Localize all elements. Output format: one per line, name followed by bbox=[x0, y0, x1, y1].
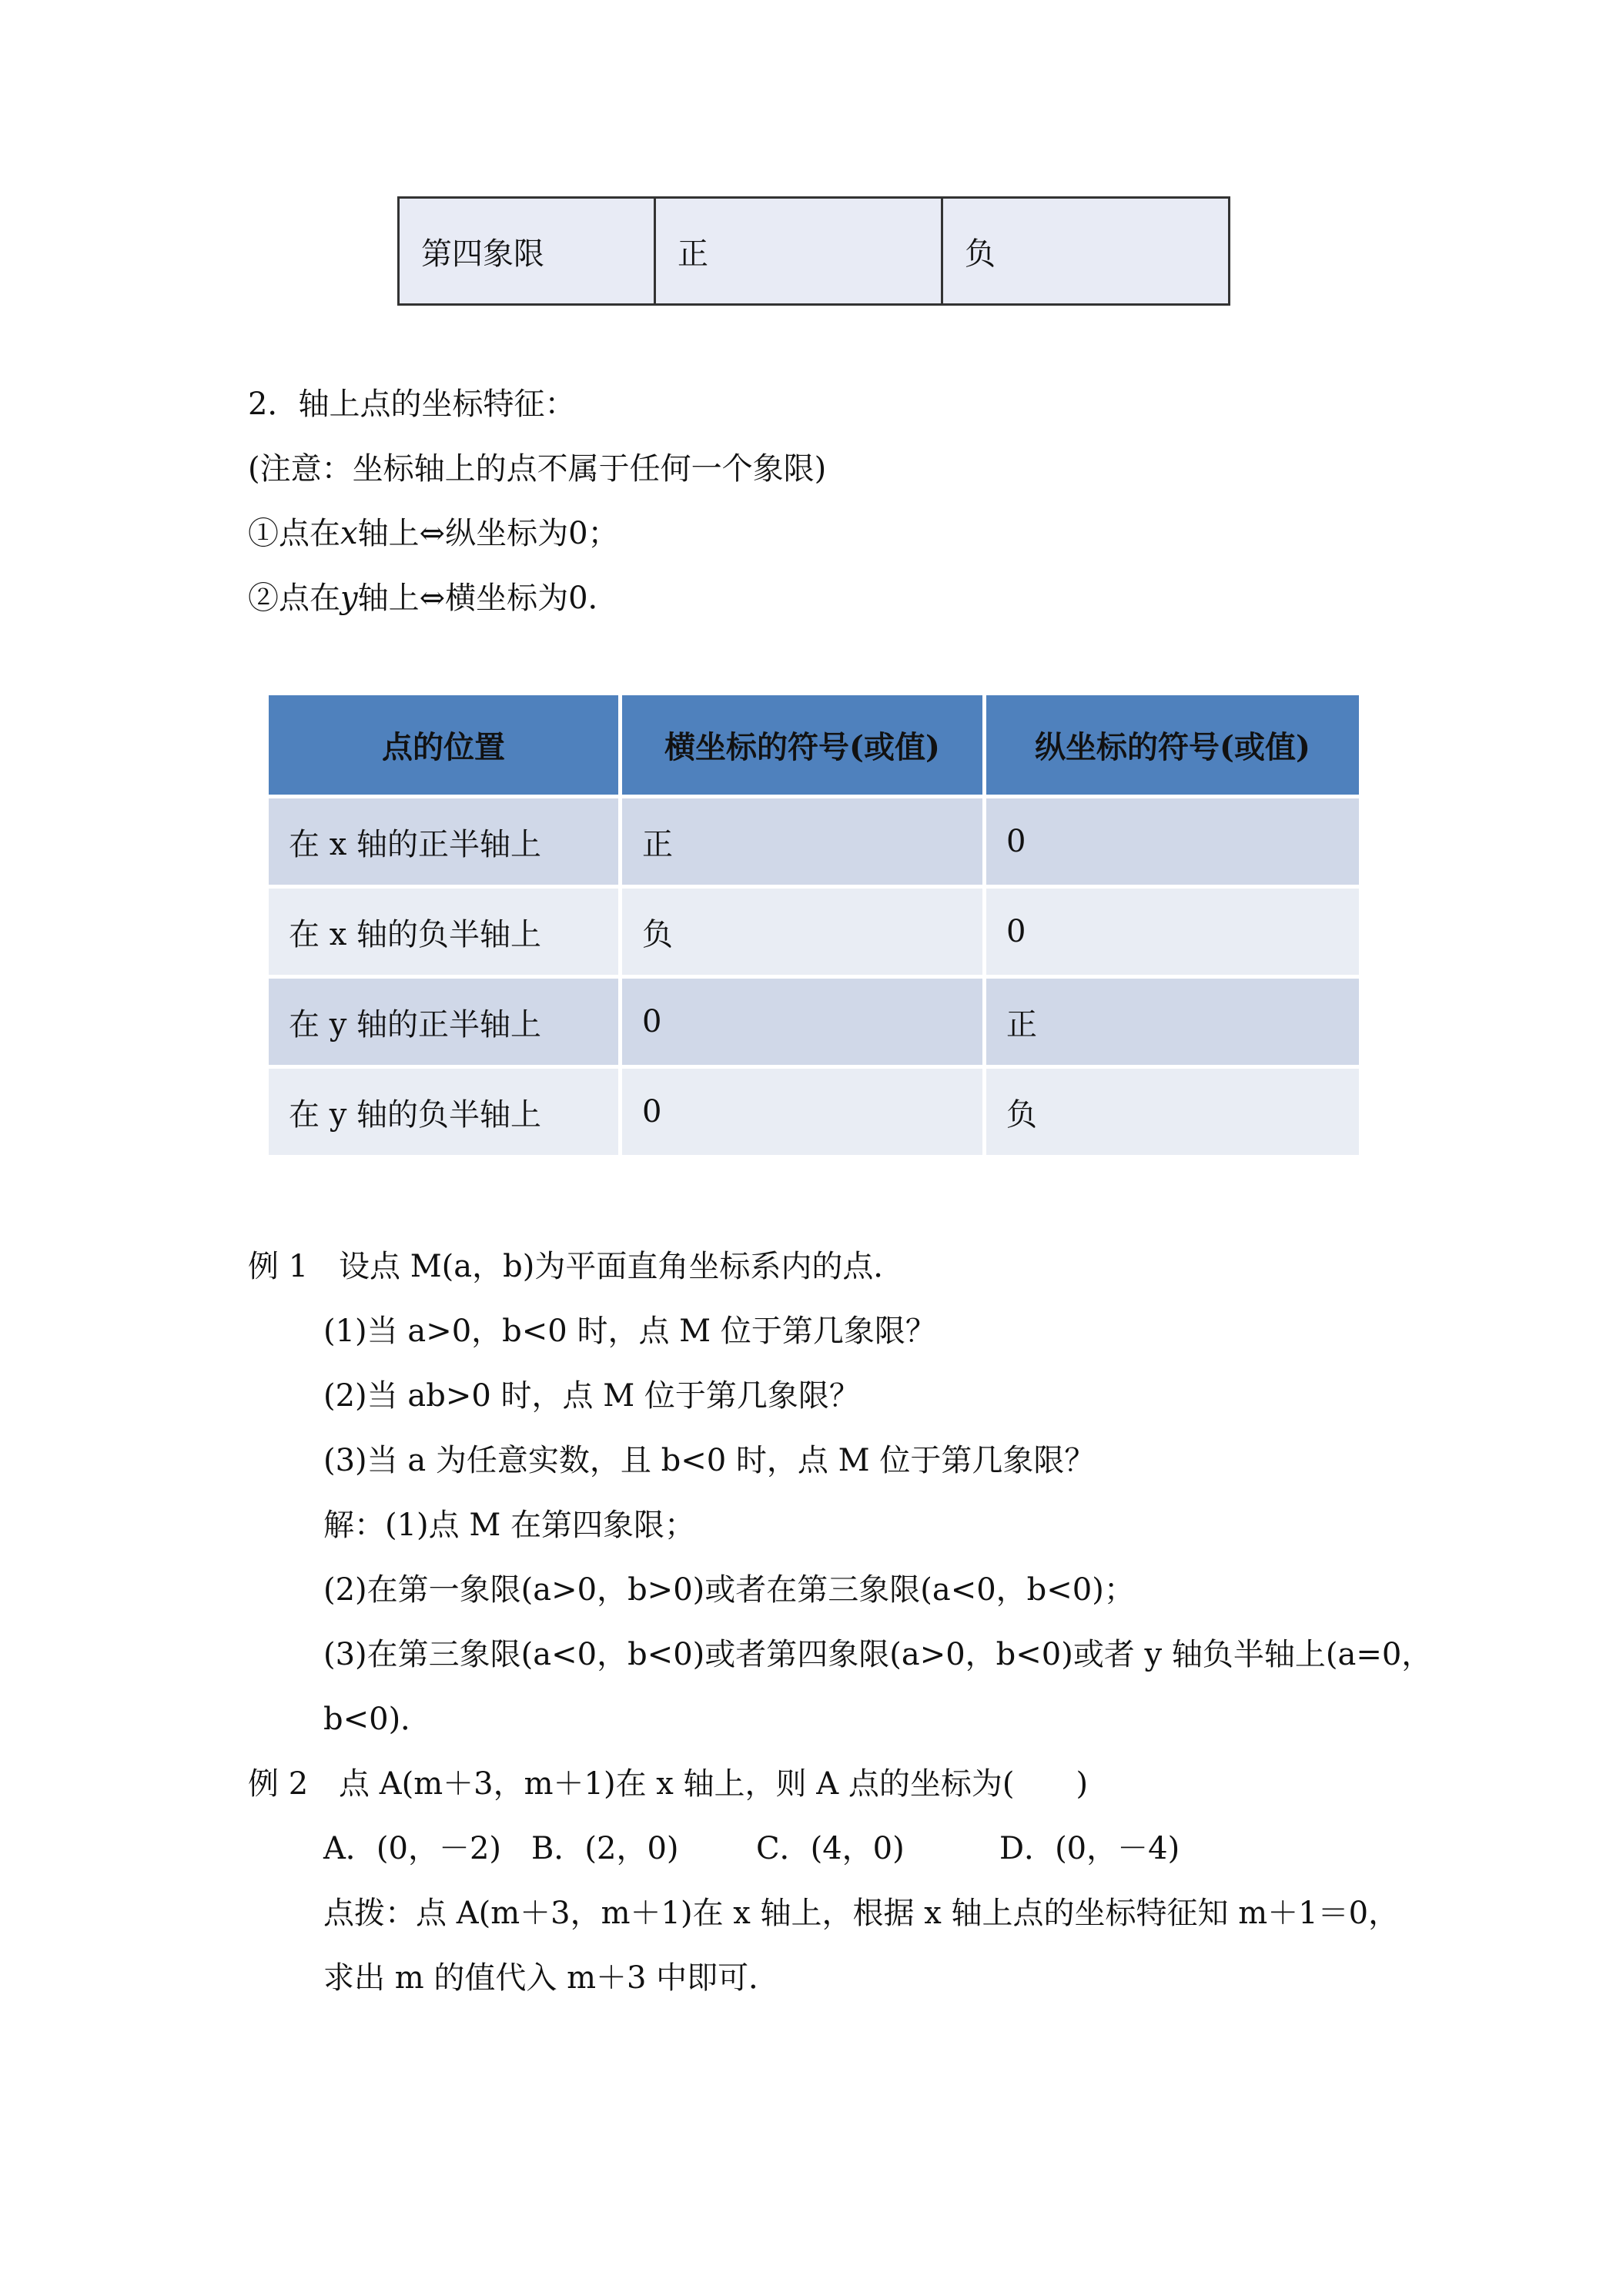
example1-label: 例 1 bbox=[248, 1249, 309, 1284]
rule-variable: x bbox=[340, 516, 358, 551]
table-row bbox=[269, 1069, 1359, 1155]
table-cell: 在 y 轴的负半轴上 bbox=[269, 1069, 618, 1155]
table-row bbox=[269, 979, 1359, 1065]
table-cell: 负 bbox=[622, 889, 982, 975]
option-a: A．(0，－2) bbox=[323, 1831, 501, 1866]
table-cell: 正 bbox=[622, 798, 982, 885]
table-cell: 在 y 轴的正半轴上 bbox=[269, 979, 618, 1065]
option-c: C．(4，0) bbox=[756, 1831, 905, 1866]
table-cell: 正 bbox=[655, 198, 942, 305]
rule-text: ①点在 bbox=[248, 516, 340, 551]
example1-answer3: (3)在第三象限(a<0，b<0)或者第四象限(a>0，b<0)或者 y 轴负半轴上(a=0， bbox=[323, 1637, 1433, 1672]
table-cell: 第四象限 bbox=[399, 198, 655, 305]
table-cell: 0 bbox=[622, 1069, 982, 1155]
example1-answer1: 解：(1)点 M 在第四象限； bbox=[323, 1508, 696, 1543]
table-cell: 正 bbox=[986, 979, 1359, 1065]
table-cell: 0 bbox=[622, 979, 982, 1065]
rule-x-axis bbox=[248, 518, 619, 549]
table-cell: 负 bbox=[942, 198, 1230, 305]
table-header-cell: 横坐标的符号(或值) bbox=[622, 695, 982, 795]
table-cell: 负 bbox=[986, 1069, 1359, 1155]
rule-variable: y bbox=[340, 581, 358, 616]
option-b: B．(2，0) bbox=[531, 1831, 679, 1866]
example1-question: 设点 M(a，b)为平面直角坐标系内的点． bbox=[339, 1249, 905, 1284]
rule-text: 轴上⇔纵坐标为0； bbox=[357, 516, 619, 551]
example1-q1: (1)当 a>0，b<0 时，点 M 位于第几象限？ bbox=[323, 1314, 936, 1349]
table-cell: 在 x 轴的负半轴上 bbox=[269, 889, 618, 975]
example2-hint: 点拨：点 A(m＋3，m＋1)在 x 轴上，根据 x 轴上点的坐标特征知 m＋1＝0， bbox=[323, 1896, 1400, 1931]
example2-question: 点 A(m＋3，m＋1)在 x 轴上，则 A 点的坐标为( ) bbox=[339, 1766, 1089, 1802]
rule-y-axis bbox=[248, 583, 619, 614]
table-cell: 0 bbox=[986, 798, 1359, 885]
table-row bbox=[269, 798, 1359, 885]
example1-answer2: (2)在第一象限(a>0，b>0)或者在第三象限(a<0，b<0)； bbox=[323, 1572, 1135, 1608]
rule-text: 轴上⇔横坐标为0． bbox=[357, 581, 619, 616]
example1-q2: (2)当 ab>0 时，点 M 位于第几象限？ bbox=[323, 1378, 860, 1414]
table-header-cell: 点的位置 bbox=[269, 695, 618, 795]
example2-label: 例 2 bbox=[248, 1766, 309, 1802]
option-d: D．(0，－4) bbox=[999, 1831, 1180, 1866]
table-cell: 在 x 轴的正半轴上 bbox=[269, 798, 618, 885]
table-cell: 0 bbox=[986, 889, 1359, 975]
table-header-row bbox=[269, 695, 1359, 795]
quadrant-table-fragment bbox=[397, 196, 1230, 306]
table-row bbox=[269, 889, 1359, 975]
example1-q3: (3)当 a 为任意实数，且 b<0 时，点 M 位于第几象限？ bbox=[323, 1443, 1096, 1478]
axis-sign-table bbox=[265, 691, 1363, 1159]
section-note: (注意：坐标轴上的点不属于任何一个象限) bbox=[248, 451, 827, 487]
rule-text: ②点在 bbox=[248, 581, 340, 616]
table-row bbox=[399, 198, 1230, 305]
table-header-cell: 纵坐标的符号(或值) bbox=[986, 695, 1359, 795]
example2-hint-cont: 求出 m 的值代入 m＋3 中即可． bbox=[323, 1960, 780, 1996]
section-title: 2．轴上点的坐标特征： bbox=[248, 387, 576, 422]
example1-answer3-cont: b<0)． bbox=[323, 1702, 432, 1737]
